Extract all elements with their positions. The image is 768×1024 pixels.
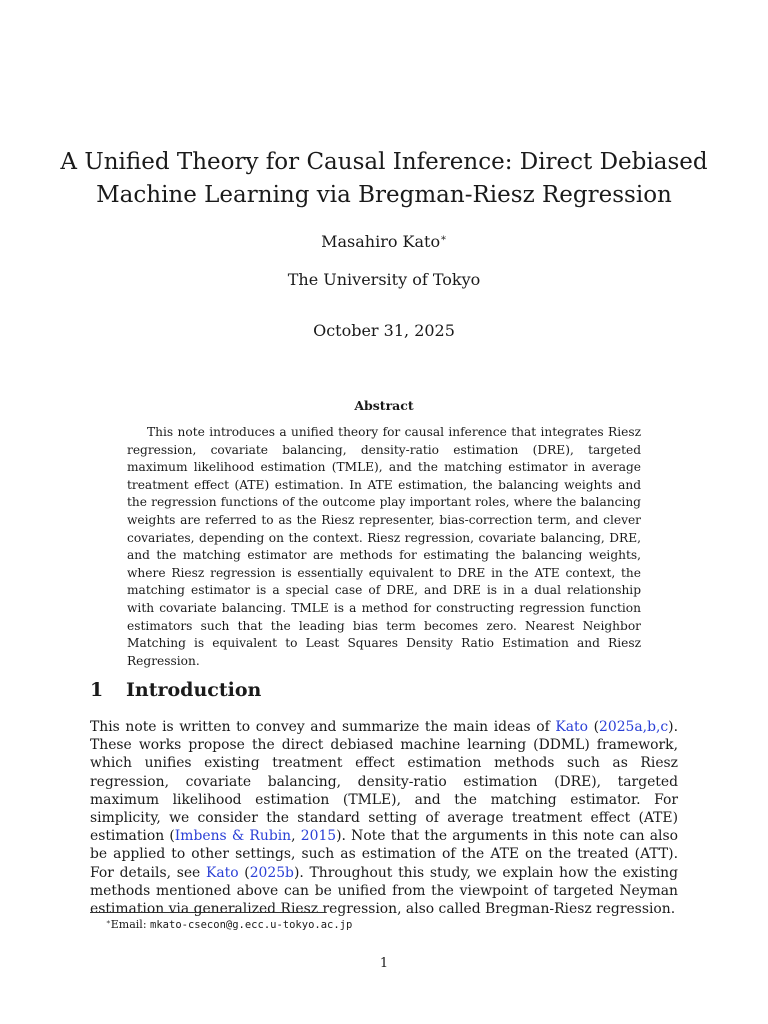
author [0, 232, 768, 251]
citation-link[interactable]: Kato [205, 864, 239, 881]
citation-link[interactable]: Imbens & Rubin [174, 828, 292, 845]
intro-text: ). Note that the arguments in this note can also be applied to other settings, such as estimation of the ATE on the treated (ATT). For details, see [90, 828, 678, 881]
intro-text: ). Throughout this study, we explain how the existing methods mentioned above can be unified from the viewpoint of targeted Neyman estimation via generalized Riesz regression, also called Bregman-Riesz regression. [90, 864, 678, 918]
footnote-email[interactable]: mkato-csecon@g.ecc.u-tokyo.ac.jp [150, 919, 353, 931]
footnote-label: Email: [110, 918, 151, 931]
section-title: Introduction [126, 679, 262, 701]
title-line-1: A Unified Theory for Causal Inference: Direct Debiased [60, 149, 708, 175]
citation-link[interactable]: 2025a,b,c [599, 719, 669, 735]
intro-text: ). These works propose the direct debiased machine learning (DDML) framework, which unifies existing treatment effect estimation methods such as Riesz regression, covariate balancing, density-ratio estimation (DRE), targeted maximum likelihood estimation (TMLE), and the matching estimator. For simplicity, we consider the standard setting of average treatment effect (ATE) estimation ( [90, 719, 679, 845]
intro-text: , [291, 828, 301, 845]
intro-text: ( [588, 719, 600, 735]
affiliation: The University of Tokyo [287, 270, 481, 289]
author-name: Masahiro Kato [321, 232, 441, 251]
citation-link[interactable]: 2015 [300, 828, 337, 845]
title-line-2: Machine Learning via Bregman-Riesz Regression [96, 182, 672, 208]
section-number: 1 [90, 679, 104, 701]
author-footnote-mark[interactable]: ∗ [440, 233, 447, 244]
abstract-text: This note introduces a unified theory for causal inference that integrates Riesz regression, covariate balancing, density-ratio estimation (DRE), targeted maximum likelihood estimation (TMLE), and the matching estimator in average treatment effect (ATE) estimation. In ATE estimation, the balancing weights and the regression functions of the outcome play important roles, where the balancing weights are referred to as the Riesz representer, bias-correction term, and clever covariates, depending on the context. Riesz regression, covariate balancing, DRE, and the matching estimator are methods for estimating the balancing weights, where Riesz regression is essentially equivalent to DRE in the ATE context, the matching estimator is a special case of DRE, and DRE is in a dual relationship with covariate balancing. TMLE is a method for constructing regression function estimators such that the leading bias term becomes zero. Nearest Neighbor Matching is equivalent to Least Squares Density Ratio Estimation and Riesz Regression. [127, 425, 641, 668]
page-number: 1 [379, 956, 389, 971]
abstract-heading: Abstract [354, 398, 414, 413]
intro-text: ( [238, 864, 250, 881]
intro-paragraph [90, 718, 678, 918]
intro-text: This note is written to convey and summarize the main ideas of [90, 719, 556, 735]
footnote [106, 918, 352, 931]
paper-title [60, 146, 708, 212]
citation-link[interactable]: 2025b [249, 864, 294, 881]
footnote-mark: ∗ [106, 918, 111, 926]
section-heading [90, 679, 261, 701]
footnote-rule [90, 912, 325, 913]
citation-link[interactable]: Kato [555, 719, 588, 735]
date: October 31, 2025 [313, 321, 455, 340]
